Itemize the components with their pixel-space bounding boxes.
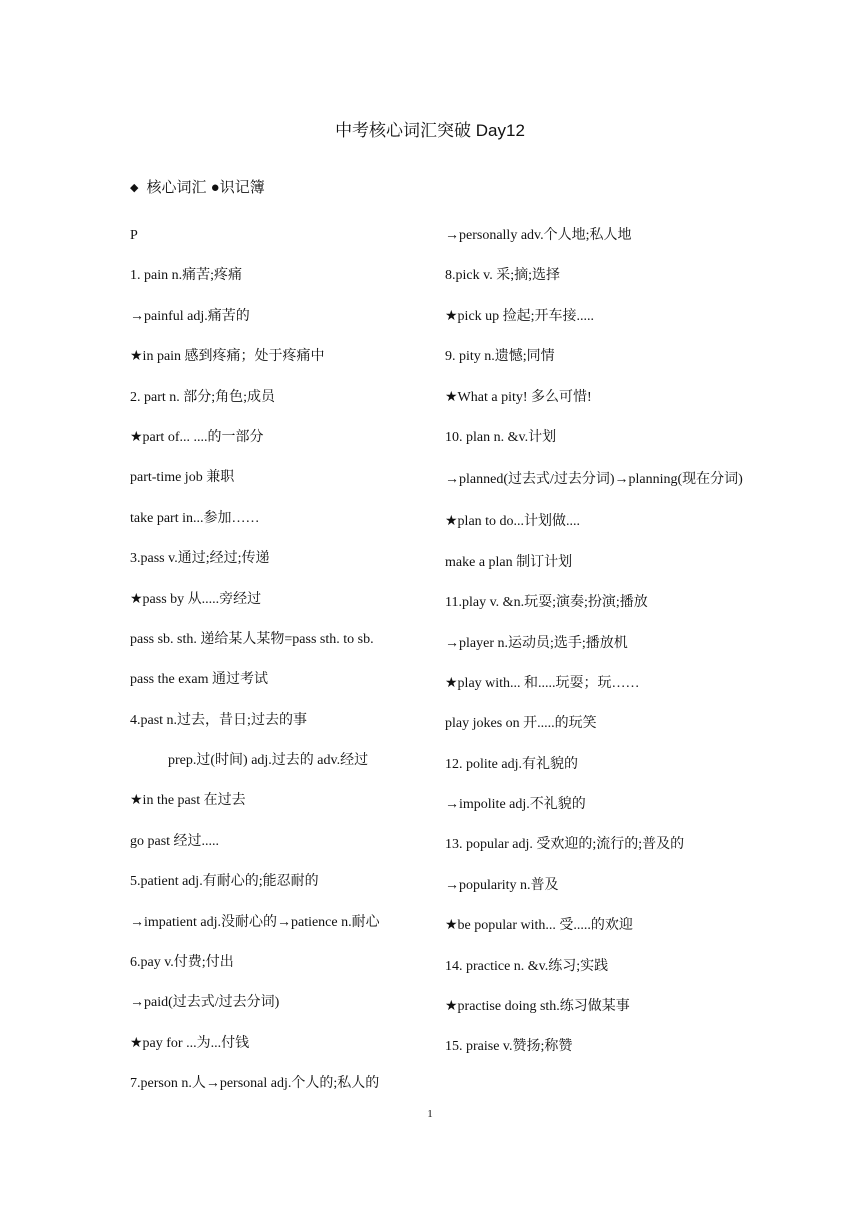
vocab-line: play jokes on 开.....的玩笑: [445, 716, 597, 732]
vocab-line: 3.pass v.通过;经过;传递: [130, 551, 270, 567]
diamond-bullet-icon: ◆: [130, 182, 139, 194]
vocab-line: →impolite adj.不礼貌的: [445, 797, 586, 813]
vocab-line: →player n.运动员;选手;播放机: [445, 635, 628, 651]
vocab-line: 13. popular adj. 受欢迎的;流行的;普及的: [445, 837, 685, 853]
vocab-line: 14. practice n. &v.练习;实践: [445, 958, 609, 974]
vocab-line: ★part of... ....的一部分: [130, 429, 264, 445]
vocab-line: 5.patient adj.有耐心的;能忍耐的: [130, 874, 319, 890]
vocab-line: 11.play v. &n.玩耍;演奏;扮演;播放: [445, 595, 648, 611]
vocab-line: →paid(过去式/过去分词): [130, 995, 280, 1011]
vocab-line: →planned(过去式/过去分词)→planning(现在分词): [445, 472, 743, 488]
document-title: 中考核心词汇突破 Day12: [335, 121, 525, 140]
vocab-line: 15. praise v.赞扬;称赞: [445, 1039, 573, 1055]
vocab-line: ★pay for ...为...付钱: [130, 1035, 250, 1051]
vocab-line: P: [130, 228, 138, 243]
vocab-line: →popularity n.普及: [445, 877, 559, 893]
vocab-line: ★plan to do...计划做....: [445, 514, 581, 530]
vocab-line: 12. polite adj.有礼貌的: [445, 756, 578, 772]
vocab-line: ★What a pity! 多么可惜!: [445, 389, 592, 405]
vocab-line: 6.pay v.付费;付出: [130, 955, 234, 971]
vocab-line: prep.过(时间) adj.过去的 adv.经过: [168, 753, 369, 769]
page-number: 1: [427, 1108, 433, 1120]
section-label: 核心词汇 ●识记簿: [146, 179, 265, 196]
vocab-line: →impatient adj.没耐心的→patience n.耐心: [130, 914, 380, 930]
vocab-line: 1. pain n.痛苦;疼痛: [130, 268, 242, 284]
vocab-line: 9. pity n.遗憾;同情: [445, 349, 555, 365]
vocab-line: →painful adj.痛苦的: [130, 308, 250, 324]
vocab-line: 4.past n.过去，昔日;过去的事: [130, 712, 307, 728]
vocab-line: ★practise doing sth.练习做某事: [445, 999, 630, 1015]
vocab-line: 10. plan n. &v.计划: [445, 429, 557, 445]
vocab-line: ★pick up 捡起;开车接.....: [445, 308, 595, 324]
vocab-line: ★play with... 和.....玩耍；玩……: [445, 675, 640, 691]
vocab-line: pass sb. sth. 递给某人某物=pass sth. to sb.: [130, 631, 374, 647]
vocab-line: ★in pain 感到疼痛；处于疼痛中: [130, 349, 325, 365]
vocab-line: →personally adv.个人地;私人地: [445, 228, 632, 243]
right-column: [445, 226, 745, 1078]
vocab-line: ★pass by 从.....旁经过: [130, 591, 262, 607]
vocab-line: go past 经过.....: [130, 833, 220, 849]
section-heading: [130, 176, 265, 197]
vocab-line: part-time job 兼职: [130, 470, 235, 486]
vocab-line: 2. part n. 部分;角色;成员: [130, 389, 276, 405]
vocab-line: ★in the past 在过去: [130, 793, 246, 809]
vocab-line: ★be popular with... 受.....的欢迎: [445, 918, 633, 934]
vocab-line: 7.person n.人→personal adj.个人的;私人的: [130, 1076, 380, 1092]
vocab-line: 8.pick v. 采;摘;选择: [445, 268, 560, 284]
vocab-line: pass the exam 通过考试: [130, 672, 269, 688]
left-column: [130, 226, 430, 1115]
vocab-line: make a plan 制订计划: [445, 554, 573, 570]
vocab-line: take part in...参加……: [130, 510, 260, 526]
